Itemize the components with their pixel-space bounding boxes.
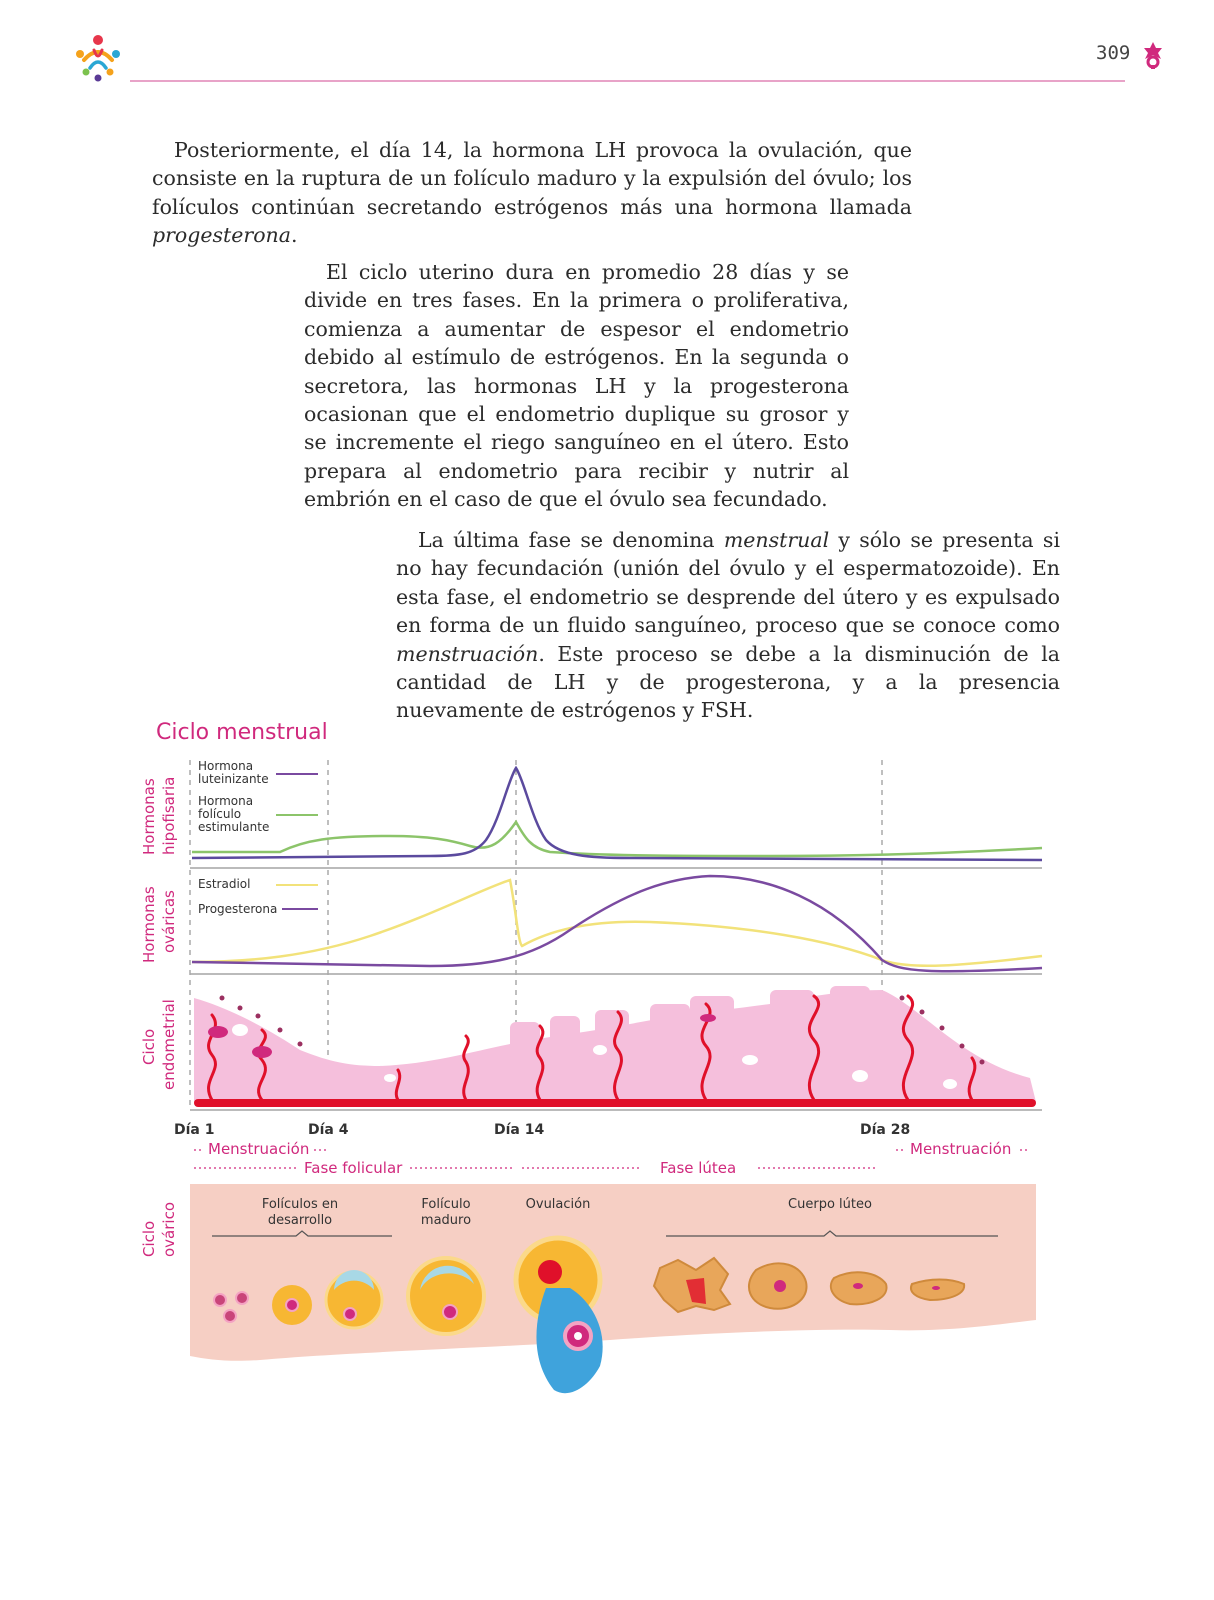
day-label: Día 28 [860,1122,911,1138]
gland-fold [690,996,734,1062]
shed-cell [920,1010,925,1015]
row-label-ovarian-hormones-2: ováricas [160,890,178,953]
paragraph-ovulation: Posteriormente, el día 14, la hormona LH provoca la ovulación, que consiste en la ruptura de un folículo maduro y la expulsión del óvulo; los folículos continúan secretando estrógenos más una hormona llamada progesterona. [152,138,912,248]
legend-progesterone: Progesterona [198,902,278,916]
stage-developing-2: desarrollo [267,1213,333,1228]
primordial-follicle [214,1294,226,1306]
gland-fold [830,986,870,1062]
phase-menstruation-label: Menstruación [208,1140,310,1158]
lh-curve [192,768,1042,860]
shed-cell [298,1042,303,1047]
term-progesterona: progesterona [152,223,291,248]
day-label: Día 1 [174,1122,215,1138]
stage-mature-1: Folículo [421,1197,471,1212]
row-label-pituitary-2: hipofisaria [160,776,178,855]
day-label: Día 14 [494,1122,545,1138]
paragraph-uterine-cycle: El ciclo uterino dura en promedio 28 días y se divide en tres fases. En la primera o proliferativa, comienza a aumentar de espesor el endometrio debido al estímulo de estrógenos. En la segunda o secretora, las hormonas LH y la progesterona ocasionan que el endometrio duplique su grosor y se incremente el riego sanguíneo en el útero. Esto prepara al endometrio para recibir y nutrir al embrión en el caso de que el óvulo sea fecundado. [304,260,849,512]
legend-lh-1: Hormona [198,760,254,773]
shed-cell [940,1026,945,1031]
term-menstruacion: menstruación [396,641,539,666]
primordial-follicle [224,1310,236,1322]
gland-gap [232,1024,248,1036]
ornament-icon [1141,40,1165,70]
legend-estradiol: Estradiol [198,877,251,891]
term-menstrual: menstrual [723,528,830,552]
legend-lh-2: luteinizante [198,772,269,786]
phase-follicular-label: Fase folicular [304,1159,403,1177]
menstrual-cycle-figure [130,760,1070,1420]
shed-cell [960,1044,965,1049]
clot [252,1046,272,1058]
fsh-curve [192,822,1042,856]
gland-fold [510,1022,540,1062]
stage-corpus-luteum: Cuerpo lúteo [788,1197,872,1212]
basal-layer [194,1099,1036,1107]
legend-fsh-3: estimulante [198,820,270,834]
row-label-ovarian-cycle-1: Ciclo [140,1220,158,1257]
shed-cell [900,996,905,1001]
row-label-ovarian-cycle-2: ovárico [160,1201,178,1257]
gland-fold [550,1016,580,1062]
phase-luteal-label: Fase lútea [660,1159,737,1177]
stage-developing-1: Folículos en [261,1197,339,1212]
figure-title: Ciclo menstrual [156,720,328,745]
stage-mature-2: maduro [420,1213,472,1228]
paragraph-menstrual-phase: La última fase se denomina menstrual y sólo se presenta si no hay fecundación (unión del óvulo y el espermatozoide). En esta fase, el endometrio se desprende del útero y es expulsado en forma de un fluido sanguíneo, proceso que se conoce como menstruación. Este proceso se debe a la disminución de la cantidad de LH y de progesterona, y a la presencia nuevamente de estrógenos y FSH. [396,528,1060,723]
legend-fsh-1: Hormona [198,794,254,808]
shed-cell [220,996,225,1001]
row-label-pituitary-1: Hormonas [140,778,158,855]
row-label-endometrial-1: Ciclo [140,1028,158,1065]
page-number: 309 [1096,42,1131,64]
phase-menstruation-label-2: Menstruación [910,1140,1012,1158]
shed-cell [980,1060,985,1065]
gland-gap [593,1045,607,1055]
estradiol-curve [192,880,1042,966]
gland-gap [384,1074,396,1082]
stage-ovulation: Ovulación [525,1197,591,1212]
day-label: Día 4 [308,1122,349,1138]
gland-gap [852,1070,868,1082]
gland-gap [943,1079,957,1089]
legend-fsh-2: folículo [198,807,242,821]
dancing-figure-logo-icon [70,32,126,84]
row-label-endometrial-2: endometrial [160,999,178,1090]
shed-cell [256,1014,261,1019]
progesterone-curve [192,876,1042,971]
header-rule [130,80,1125,82]
gland-gap [742,1055,758,1065]
clot [700,1014,716,1022]
shed-cell [238,1006,243,1011]
gland-fold [770,990,814,1062]
row-label-ovarian-hormones-1: Hormonas [140,886,158,963]
primordial-follicle [236,1292,248,1304]
gland-fold [650,1004,690,1062]
clot [208,1026,228,1038]
shed-cell [278,1028,283,1033]
